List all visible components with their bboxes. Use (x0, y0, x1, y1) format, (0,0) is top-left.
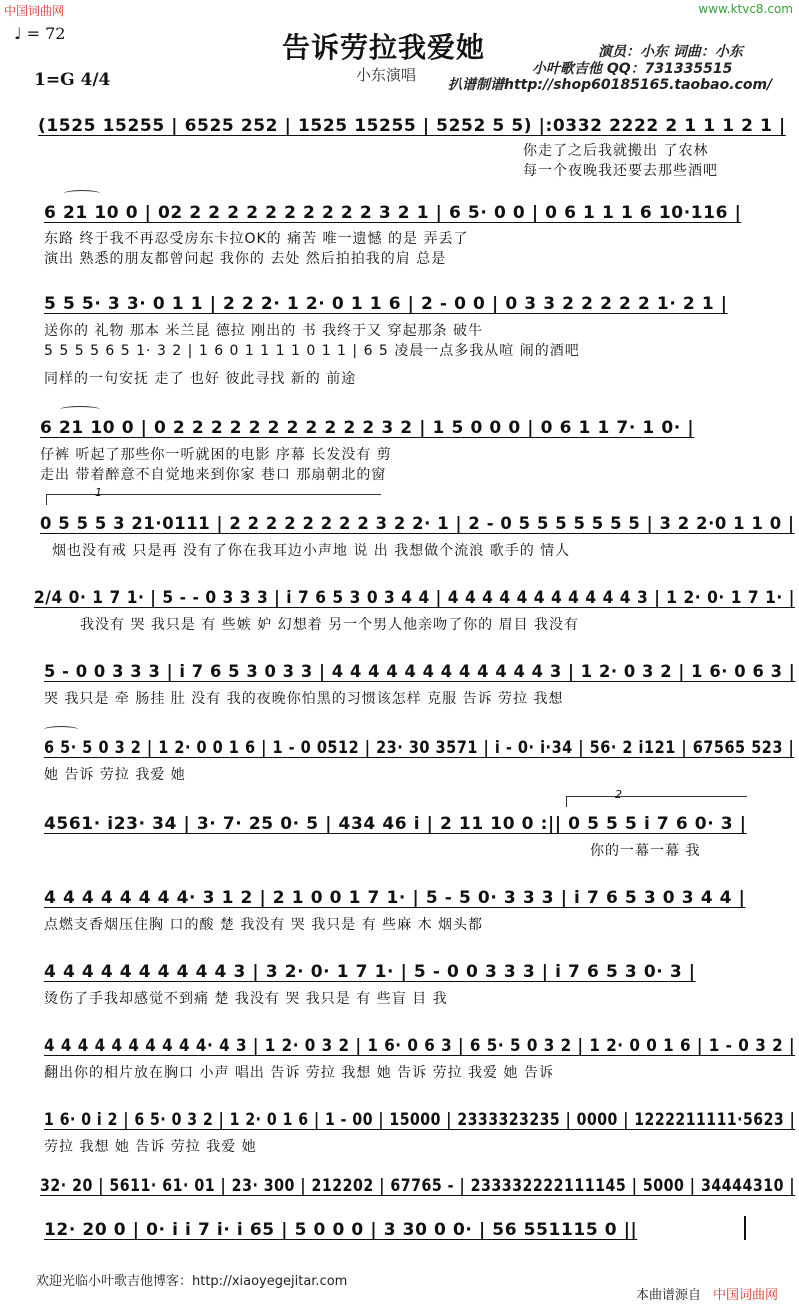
site-watermark-right: www.ktvc8.com (698, 2, 793, 16)
source-label: 本曲谱源自 (636, 1288, 702, 1303)
singer-label: 小东演唱 (356, 66, 417, 84)
lyric-line: 你的一幕一幕 我 (590, 843, 701, 859)
lyric-line: 她 告诉 劳拉 我爱 她 (44, 767, 186, 783)
notation-row: 6 21 10 0 | 02 2 2 2 2 2 2 2 2 2 2 3 2 1 | 6 5· 0 0 | 0 6 1 1 1 6 10·116 | (44, 203, 742, 223)
site-watermark-left: 中国词曲网 (4, 4, 65, 18)
tempo-marking: ♩ = 72 (14, 24, 66, 43)
lyric-line: 哭 我只是 牵 肠挂 肚 没有 我的夜晚你怕黑的习惯该怎样 克服 告诉 劳拉 我想 (44, 691, 564, 707)
slur-mark (44, 726, 78, 733)
credits-line: 演员：小东 词曲：小东 (598, 44, 743, 60)
notation-row: 4 4 4 4 4 4 4 4 4 4 3 | 3 2· 0· 1 7 1· | 5 - 0 0 3 3 3 | i 7 6 5 3 0· 3 | (44, 962, 696, 982)
source-site: 中国词曲网 (713, 1288, 779, 1303)
volta-bracket-1: 1 (46, 494, 381, 505)
song-title: 告诉劳拉我爱她 (282, 31, 486, 64)
blog-footer: 欢迎光临小叶歌吉他博客：http://xiaoyegejitar.com (36, 1274, 348, 1289)
notation-row: (1525 15255 | 6525 252 | 1525 15255 | 5252 5 5) |:0332 2222 2 1 1 1 2 1 | (38, 116, 786, 136)
lyric-line: 同样的一句安抚 走了 也好 彼此寻找 新的 前途 (44, 371, 357, 387)
notation-row: 2/4 0· 1 7 1· | 5 - - 0 3 3 3 | i 7 6 5 3 0 3 4 4 | 4 4 4 4 4 4 4 4 4 4 4 3 | 1 2· 0· 1 7 1· | (34, 588, 795, 608)
notation-row: 5 - 0 0 3 3 3 | i 7 6 5 3 0 3 3 | 4 4 4 4 4 4 4 4 4 4 4 4 3 | 1 2· 0 3 2 | 1 6· 0 6 3 | (44, 662, 796, 682)
lyric-line: 走出 带着醉意不自觉地来到你家 巷口 那扇朝北的窗 (40, 467, 387, 483)
notation-row: 4 4 4 4 4 4 4 4· 3 1 2 | 2 1 0 0 1 7 1· | 5 - 5 0· 3 3 3 | i 7 6 5 3 0 3 4 4 | (44, 888, 746, 908)
slur-mark (60, 406, 100, 413)
notation-row: 32· 20 | 5611· 61· 01 | 23· 300 | 212202 | 67765 - | 233332222111145 | 5000 | 34444310 | (40, 1176, 796, 1196)
notation-row: 4 4 4 4 4 4 4 4 4 4· 4 3 | 1 2· 0 3 2 | 1 6· 0 6 3 | 6 5· 5 0 3 2 | 1 2· 0 0 1 6 | 1 - 0 3 2 | (44, 1036, 796, 1056)
maker-line: 扒谱制谱http://shop60185165.taobao.com/ (448, 77, 773, 93)
final-barline (744, 1216, 746, 1240)
slur-mark (64, 190, 100, 197)
key-signature: 1=G 4/4 (34, 70, 111, 90)
notation-row: 6 21 10 0 | 0 2 2 2 2 2 2 2 2 2 2 2 3 2 | 1 5 0 0 0 | 0 6 1 1 7· 1 0· | (40, 418, 695, 438)
lyric-line: 演出 熟悉的朋友都曾问起 我你的 去处 然后拍拍我的肩 总是 (44, 251, 447, 267)
source-watermark (636, 1284, 778, 1303)
lyric-line: 烟也没有戒 只是再 没有了你在我耳边小声地 说 出 我想做个流浪 歌手的 情人 (52, 543, 571, 559)
lyric-line: 翻出你的相片放在胸口 小声 唱出 告诉 劳拉 我想 她 告诉 劳拉 我爱 她 告诉 (44, 1065, 554, 1081)
notation-row: 6 5· 5 0 3 2 | 1 2· 0 0 1 6 | 1 - 0 0512 | 23· 30 3571 | i - 0· i·34 | 56· 2 i121 | 67565 523 | (44, 738, 795, 758)
producer-line: 小叶歌吉他 QQ：731335515 (532, 61, 733, 77)
lyric-line: 我没有 哭 我只是 有 些嫉 妒 幻想着 另一个男人他亲吻了你的 眉目 我没有 (80, 617, 580, 633)
lyric-line: 劳拉 我想 她 告诉 劳拉 我爱 她 (44, 1139, 257, 1155)
lyric-line: 烫伤了手我却感觉不到痛 楚 我没有 哭 我只是 有 些盲 目 我 (44, 991, 448, 1007)
lyric-line: 东路 终于我不再忍受房东卡拉OK的 痛苦 唯一遗憾 的是 弄丢了 (44, 231, 469, 247)
lyric-line: 点燃支香烟压住胸 口的酸 楚 我没有 哭 我只是 有 些麻 木 烟头都 (44, 917, 484, 933)
notation-row: 5 5 5· 3 3· 0 1 1 | 2 2 2· 1 2· 0 1 1 6 | 2 - 0 0 | 0 3 3 2 2 2 2 2 1· 2 1 | (44, 294, 728, 314)
lyric-line: 送你的 礼物 那本 米兰昆 德拉 刚出的 书 我终于又 穿起那条 破牛 (44, 323, 484, 339)
notation-row: 1 6· 0 i 2 | 6 5· 0 3 2 | 1 2· 0 1 6 | 1 - 00 | 15000 | 2333323235 | 0000 | 1222211111·5623 | (44, 1110, 796, 1130)
lyric-line: 每一个夜晚我还要去那些酒吧 (523, 163, 718, 179)
notation-row: 4561· i23· 34 | 3· 7· 25 0· 5 | 434 46 i | 2 11 10 0 :|| 0 5 5 5 i 7 6 0· 3 | (44, 814, 747, 834)
notation-row: 12· 20 0 | 0· i i 7 i· i 65 | 5 0 0 0 | 3 30 0 0· | 56 551115 0 || (44, 1220, 638, 1240)
volta-bracket-2: 2 (566, 796, 747, 807)
notation-row: 0 5 5 5 3 21·0111 | 2 2 2 2 2 2 2 2 3 2 2· 1 | 2 - 0 5 5 5 5 5 5 5 | 3 2 2·0 1 1 0 | (40, 514, 795, 534)
lyric-line: 5 5 5 5 6 5 1· 3 2 | 1 6 0 1 1 1 1 0 1 1 | 6 5 凌晨一点多我从喧 闹的酒吧 (44, 343, 580, 359)
lyric-line: 你走了之后我就搬出 了农林 (523, 143, 709, 159)
lyric-line: 仔裤 听起了那些你一听就困的电影 序幕 长发没有 剪 (40, 447, 392, 463)
